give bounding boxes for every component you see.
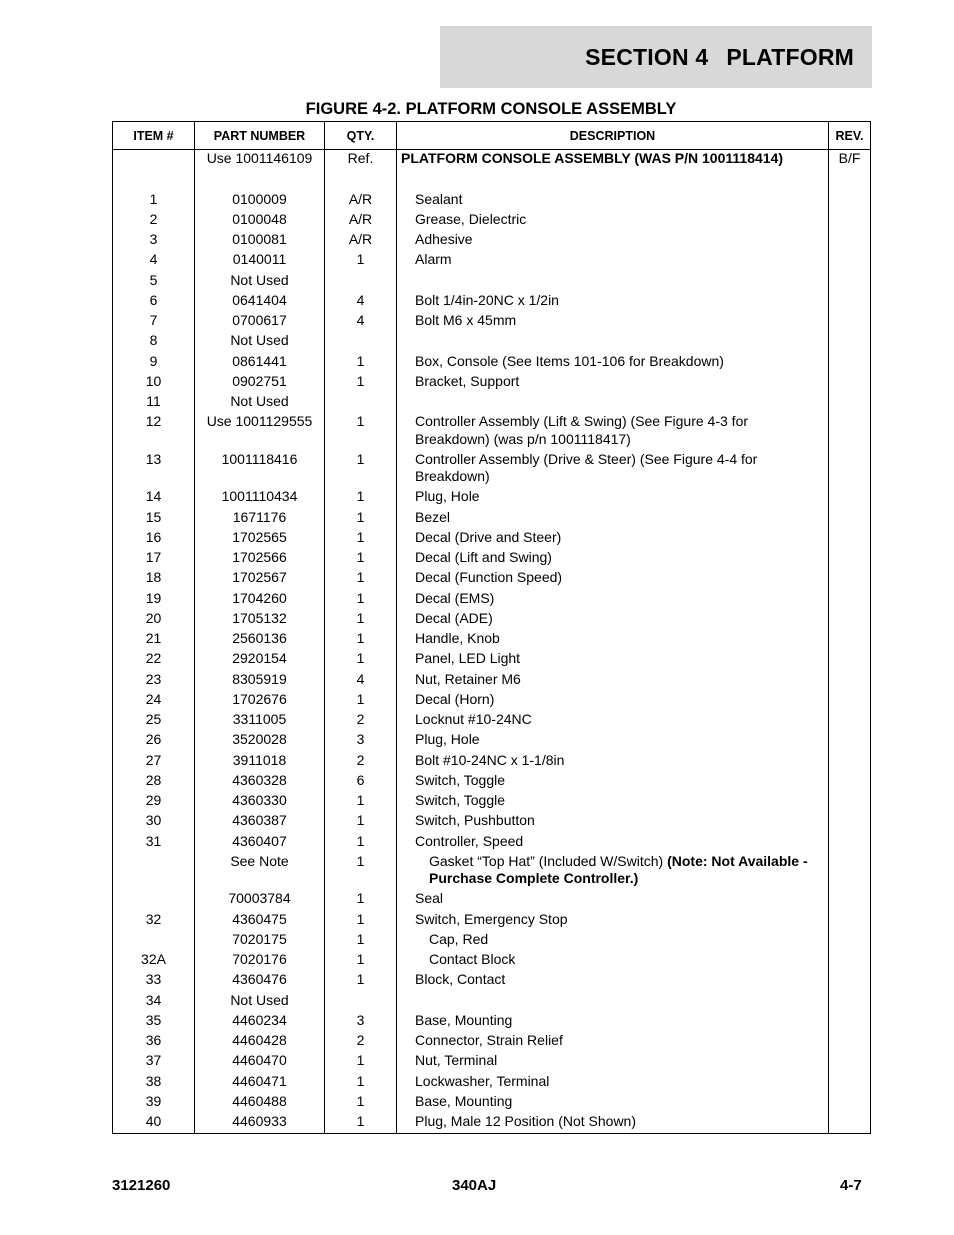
rev-cell: [829, 353, 870, 373]
description-cell: Decal (Function Speed): [415, 569, 563, 586]
part-number-cell: 4360475: [232, 910, 287, 927]
assembly-description: PLATFORM CONSOLE ASSEMBLY (WAS P/N 1001118414): [401, 150, 783, 166]
rev-cell: [829, 731, 870, 751]
qty-cell: 1: [356, 372, 365, 389]
item-number-cell: 16: [145, 528, 162, 545]
description-cell: Alarm: [415, 251, 452, 268]
rev-cell: [829, 630, 870, 650]
qty-cell: 1: [356, 650, 365, 667]
item-number-cell: 34: [145, 991, 162, 1008]
qty-cell: [325, 992, 396, 1012]
part-number-cell: 4460933: [232, 1113, 287, 1129]
description-cell: Box, Console (See Items 101-106 for Breakdown): [415, 352, 724, 369]
rev-cell: [829, 332, 870, 352]
qty-cell: 4: [356, 670, 365, 687]
qty-cell: 1: [356, 1052, 365, 1069]
item-number-cell: 39: [145, 1092, 162, 1109]
rev-cell: [829, 610, 870, 630]
part-number-cell: 0700617: [232, 312, 287, 328]
rev-cell: [829, 671, 870, 691]
qty-cell: 1: [356, 792, 365, 808]
qty-cell: 1: [356, 910, 365, 927]
description-cell: Seal: [415, 890, 444, 907]
description-cell: Plug, Hole: [415, 731, 480, 748]
item-number-cell: 14: [145, 488, 162, 505]
part-number-cell: 1671176: [232, 508, 287, 525]
qty-cell: 1: [356, 508, 365, 525]
rev-cell: [829, 251, 870, 271]
rev-cell: [829, 211, 870, 231]
item-number-cell: 10: [145, 372, 162, 389]
part-number-cell: 3520028: [232, 731, 287, 748]
item-number-cell: 13: [145, 450, 162, 467]
rev-cell: [829, 529, 870, 549]
part-number-cell: Not Used: [230, 991, 289, 1008]
description-cell: Switch, Toggle: [415, 771, 506, 788]
item-number-cell: 6: [149, 291, 158, 308]
qty-cell: [325, 332, 396, 352]
description-cell: Contact Block: [429, 951, 516, 967]
qty-cell: 1: [356, 450, 365, 467]
description-cell: [397, 853, 828, 891]
qty-cell: 3: [356, 731, 365, 748]
spacer: [325, 170, 396, 190]
qty-cell: 1: [356, 930, 365, 947]
qty-cell: 2: [356, 751, 365, 768]
description-cell: Sealant: [415, 190, 463, 207]
item-number-cell: 24: [145, 690, 162, 707]
part-number-cell: 0100081: [232, 231, 287, 247]
qty-cell: 4: [356, 291, 365, 308]
part-number-cell: 70003784: [228, 890, 291, 907]
part-number-cell: 4460234: [232, 1011, 287, 1028]
part-number-cell: 4460488: [232, 1092, 287, 1109]
description-cell: Switch, Toggle: [415, 792, 506, 808]
item-number-cell: 9: [149, 352, 158, 369]
rev-cell: [829, 451, 870, 489]
description-cell: Locknut #10-24NC: [415, 711, 532, 727]
qty-cell: 2: [356, 1032, 365, 1048]
rev-cell: [829, 812, 870, 832]
rev-cell: [829, 833, 870, 853]
item-number-cell: 30: [145, 812, 162, 829]
qty-cell: 2: [356, 711, 365, 727]
item-number-cell: 7: [149, 312, 158, 328]
item-number-cell: 29: [145, 792, 162, 808]
qty-cell: 1: [356, 352, 365, 369]
spacer: [397, 170, 828, 190]
qty-cell: 6: [356, 771, 365, 788]
part-number-cell: 4460428: [232, 1032, 287, 1048]
description-cell: Nut, Retainer M6: [415, 670, 521, 687]
qty-cell: 1: [356, 609, 365, 626]
rev-cell: [829, 1073, 870, 1093]
item-number-cell: 4: [149, 251, 158, 268]
item-number-cell: 23: [145, 670, 162, 687]
qty-cell: 1: [356, 589, 365, 606]
rev-cell: [829, 1032, 870, 1052]
rev-cell: [829, 1012, 870, 1032]
part-number-cell: 4360328: [232, 771, 287, 788]
item-number-cell: 2: [149, 210, 158, 227]
description-cell: Bolt #10-24NC x 1-1/8in: [415, 751, 565, 768]
figure-title: FIGURE 4-2. PLATFORM CONSOLE ASSEMBLY: [305, 100, 677, 118]
description-column: [397, 150, 829, 1134]
part-number-column: [195, 150, 325, 1134]
qty-cell: 1: [356, 951, 365, 967]
part-number-cell: 1702567: [232, 569, 287, 586]
qty-column-header: QTY.: [325, 122, 397, 150]
rev-cell: [829, 549, 870, 569]
item-number-cell: 32: [145, 910, 162, 927]
part-number-cell: 0100009: [232, 190, 287, 207]
rev-cell: [829, 1052, 870, 1072]
assembly-qty: Ref.: [347, 150, 374, 166]
description-cell: Switch, Pushbutton: [415, 812, 535, 829]
description-cell: Bolt 1/4in-20NC x 1/2in: [415, 291, 559, 308]
qty-cell: 1: [356, 1092, 365, 1109]
part-number-cell: 1705132: [232, 609, 287, 626]
item-number-cell: 25: [145, 711, 162, 727]
item-number-cell: 5: [149, 271, 158, 288]
part-number-cell: 7020175: [232, 930, 287, 947]
part-number-cell: 1702565: [232, 528, 287, 545]
parts-table: [112, 121, 871, 1134]
assembly-rev: B/F: [838, 150, 861, 166]
item-number-cell: 17: [145, 549, 162, 565]
part-number-cell: 1704260: [232, 589, 287, 606]
assembly-item-cell: [113, 150, 194, 170]
item-number-cell: 35: [145, 1011, 162, 1028]
description-cell: Lockwasher, Terminal: [415, 1072, 550, 1089]
description-cell: Grease, Dielectric: [415, 210, 527, 227]
spacer: [195, 170, 324, 190]
section-header: [440, 26, 872, 88]
item-number-cell: 19: [145, 589, 162, 606]
qty-cell: 4: [356, 312, 365, 328]
description-cell: Handle, Knob: [415, 630, 500, 646]
description-cell: Decal (EMS): [415, 589, 495, 606]
rev-cell: [829, 911, 870, 931]
item-number-cell: 21: [145, 630, 162, 646]
spacer: [829, 170, 870, 190]
part-number-cell: Use 1001129555: [206, 413, 313, 430]
description-cell: Cap, Red: [429, 930, 489, 947]
part-number-cell: Not Used: [230, 271, 289, 288]
part-number-cell: 3911018: [232, 751, 287, 768]
qty-cell: 1: [356, 549, 365, 565]
rev-cell: [829, 393, 870, 413]
rev-cell: [829, 752, 870, 772]
item-number-cell: 26: [145, 731, 162, 748]
rev-cell: [829, 272, 870, 292]
rev-cell: [829, 1113, 870, 1133]
item-number-cell: 31: [145, 832, 162, 849]
description-cell: Nut, Terminal: [415, 1052, 498, 1069]
item-number-cell: 18: [145, 569, 162, 586]
description-text: Gasket “Top Hat” (Included W/Switch): [429, 852, 668, 869]
description-cell: [397, 992, 828, 1012]
description-cell: [397, 332, 828, 352]
part-number-column-header: PART NUMBER: [195, 122, 325, 150]
part-number-cell: 1702676: [232, 690, 287, 707]
table-body: [113, 150, 871, 1134]
item-column-header: ITEM #: [113, 122, 195, 150]
part-number-cell: 0861441: [232, 352, 287, 369]
qty-cell: 1: [356, 569, 365, 586]
rev-cell: [829, 992, 870, 1012]
rev-cell: [829, 971, 870, 991]
rev-cell: [829, 853, 870, 891]
section-title: PLATFORM: [726, 43, 854, 70]
part-number-cell: 0140011: [232, 251, 287, 268]
rev-cell: [829, 488, 870, 508]
qty-cell: 3: [356, 1011, 365, 1028]
description-cell: Decal (Drive and Steer): [415, 528, 562, 545]
description-cell: Switch, Emergency Stop: [415, 910, 568, 927]
qty-cell: [325, 272, 396, 292]
footer-page-number: 4-7: [840, 1177, 862, 1194]
description-cell: Decal (ADE): [415, 609, 493, 626]
part-number-cell: 7020176: [232, 951, 287, 967]
rev-cell: [829, 312, 870, 332]
part-number-cell: 2560136: [232, 630, 287, 646]
part-number-cell: 4360330: [232, 792, 287, 808]
part-number-cell: 4360407: [232, 832, 287, 849]
item-number-cell: 27: [145, 751, 162, 768]
description-cell: Bracket, Support: [415, 372, 520, 389]
description-cell: Connector, Strain Relief: [415, 1032, 563, 1048]
part-number-cell: 0641404: [232, 291, 287, 308]
rev-column: [829, 150, 871, 1134]
description-note: (Note: Not Available - Purchase Complete Controller.): [429, 852, 808, 887]
qty-cell: 1: [356, 971, 365, 988]
part-number-cell: 4460471: [232, 1072, 287, 1089]
qty-cell: 1: [356, 488, 365, 505]
qty-column: [325, 150, 397, 1134]
item-number-cell: 3: [149, 231, 158, 247]
part-number-cell: 0100048: [232, 210, 287, 227]
rev-cell: [829, 691, 870, 711]
part-number-cell: 3311005: [232, 711, 287, 727]
part-number-cell: 0902751: [232, 372, 287, 389]
qty-cell: A/R: [348, 190, 373, 207]
qty-cell: 1: [356, 1072, 365, 1089]
qty-cell: 1: [356, 1113, 365, 1129]
assembly-part-number: Use 1001146109: [206, 150, 313, 166]
item-number-cell: 33: [145, 971, 162, 988]
description-cell: Panel, LED Light: [415, 650, 521, 667]
qty-cell: 1: [356, 690, 365, 707]
rev-cell: [829, 590, 870, 610]
item-number-cell: 15: [145, 508, 162, 525]
rev-cell: [829, 231, 870, 251]
item-number-cell: 36: [145, 1032, 162, 1048]
part-number-cell: 2920154: [232, 650, 287, 667]
item-number-cell: 22: [145, 650, 162, 667]
qty-cell: 1: [356, 251, 365, 268]
qty-cell: 1: [356, 413, 365, 430]
description-cell: Controller Assembly (Lift & Swing) (See Figure 4-3 for Breakdown) (was p/n 1001118417): [415, 413, 749, 447]
description-cell: Controller, Speed: [415, 832, 524, 849]
rev-cell: [829, 951, 870, 971]
item-number-cell: 38: [145, 1072, 162, 1089]
description-cell: Base, Mounting: [415, 1011, 513, 1028]
rev-cell: [829, 509, 870, 529]
description-cell: Controller Assembly (Drive & Steer) (See Figure 4-4 for Breakdown): [415, 450, 758, 485]
rev-cell: [829, 569, 870, 589]
item-column: [113, 150, 195, 1134]
qty-cell: 1: [356, 890, 365, 907]
part-number-cell: 4360387: [232, 812, 287, 829]
description-cell: Decal (Lift and Swing): [415, 549, 552, 565]
rev-cell: [829, 931, 870, 951]
description-cell: Decal (Horn): [415, 690, 495, 707]
qty-cell: A/R: [348, 231, 373, 247]
description-column-header: DESCRIPTION: [397, 122, 829, 150]
item-number-cell: 1: [149, 190, 158, 207]
rev-cell: [829, 772, 870, 792]
rev-cell: [829, 711, 870, 731]
part-number-cell: 8305919: [232, 670, 287, 687]
section-number: SECTION 4: [585, 43, 709, 70]
part-number-cell: 4460470: [232, 1052, 287, 1069]
part-number-cell: Not Used: [230, 393, 289, 409]
qty-cell: 1: [356, 832, 365, 849]
footer-model: 340AJ: [452, 1177, 497, 1194]
item-number-cell: 12: [145, 413, 162, 430]
rev-cell: [829, 373, 870, 393]
qty-cell: [325, 393, 396, 413]
rev-cell: [829, 792, 870, 812]
rev-cell: [829, 413, 870, 451]
part-number-cell: See Note: [230, 852, 289, 869]
description-cell: Block, Contact: [415, 971, 506, 988]
description-cell: [397, 393, 828, 413]
item-number-cell: [113, 931, 194, 951]
description-cell: [397, 272, 828, 292]
rev-cell: [829, 292, 870, 312]
part-number-cell: 1001110434: [221, 488, 298, 505]
qty-cell: 1: [356, 812, 365, 829]
rev-cell: [829, 191, 870, 211]
item-number-cell: 8: [149, 332, 158, 349]
part-number-cell: 4360476: [232, 971, 287, 988]
item-number-cell: 20: [145, 609, 162, 626]
rev-cell: [829, 890, 870, 910]
footer-doc-number: 3121260: [112, 1177, 171, 1194]
rev-cell: [829, 1093, 870, 1113]
item-number-cell: 32A: [141, 951, 166, 967]
table-header-row: [113, 122, 871, 150]
rev-column-header: REV.: [829, 122, 871, 150]
description-cell: Bolt M6 x 45mm: [415, 312, 517, 328]
item-number-cell: [113, 890, 194, 910]
part-number-cell: Not Used: [230, 332, 289, 349]
part-number-cell: 1001118416: [221, 450, 298, 467]
description-cell: Plug, Hole: [415, 488, 480, 505]
qty-cell: A/R: [348, 210, 373, 227]
item-number-cell: 37: [145, 1052, 162, 1069]
qty-cell: 1: [356, 630, 365, 646]
description-cell: Adhesive: [415, 231, 473, 247]
spacer: [113, 170, 194, 190]
qty-cell: 1: [356, 852, 365, 869]
item-number-cell: 28: [145, 771, 162, 788]
qty-cell: 1: [356, 528, 365, 545]
description-cell: Plug, Male 12 Position (Not Shown): [415, 1113, 636, 1129]
item-number-cell: 11: [146, 393, 161, 409]
description-cell: Bezel: [415, 508, 451, 525]
item-number-cell: 40: [145, 1113, 162, 1129]
item-number-cell: [113, 853, 194, 891]
description-cell: Base, Mounting: [415, 1092, 513, 1109]
rev-cell: [829, 650, 870, 670]
part-number-cell: 1702566: [232, 549, 287, 565]
